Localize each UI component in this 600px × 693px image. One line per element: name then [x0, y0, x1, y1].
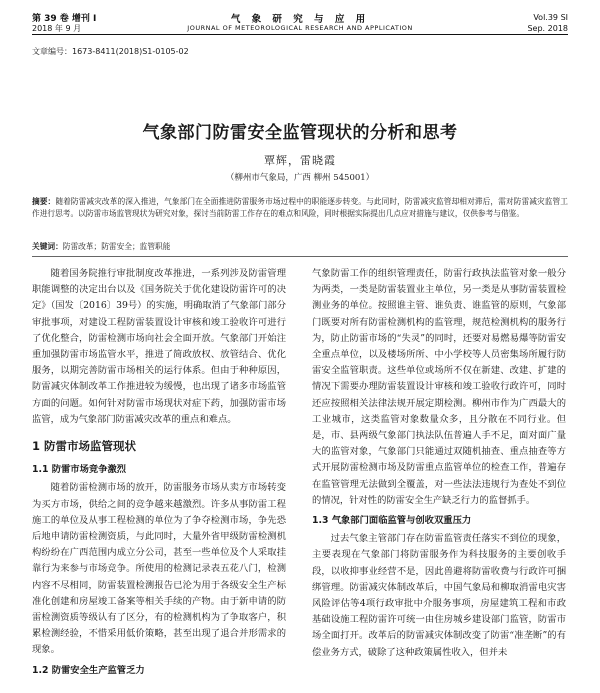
- abstract-text: 随着防雷减灾改革的深入推进，气象部门在全面推进防雷服务市场过程中的职能逐步转变。与此同时，防雷减灾监管却相对滞后，需对防雷减灾监管工作进行思考。以防雷市场监管现状为研究对象，探讨当前防雷工作存在的难点和风险，同时根据实际提出几点应对措施与建议，仅供参考与借鉴。: [32, 197, 568, 219]
- section-1-1-heading: 1.1 防雷市场竞争激烈: [32, 464, 127, 476]
- section-1-1-paragraph: 随着防雷检测市场的放开，防雷服务市场从卖方市场转变为买方市场，供给之间的竞争越来越激烈。许多从事防雷工程施工的单位及从事工程检测的单位为了争夺检测市场，争先恐后地申请防雷检测资质，与此同时，大量外省甲级防雷检测机构纷纷在广西范围内成立分公司，甚至一些单位及个人采取挂靠行为来参与市场竞争。所使用的检测记录表五花八门，检测内容不尽相同，防雷装置检测报告已沦为用于各级安全生产标准化创建和房屋竣工备案等相关手续的产物。由于新申请的防雷检测资质等级认有了区分，有的检测机构为了争取客户，积累检测经验，不惜采用低价策略，甚至出现了退合并形需求的现象。: [32, 482, 286, 656]
- article-affiliation: （柳州市气象局，广西 柳州 545001）: [225, 173, 375, 183]
- abstract-label: 摘要：: [32, 197, 56, 206]
- section-1-2-heading: 1.2 防雷安全生产监管乏力: [32, 664, 145, 676]
- section-1-3-paragraph: 过去气象主管部门存在防雷监管责任落实不到位的现象，主要表现在气象部门将防雷服务作为科技服务的主要创收手段，以收抑事业经营不是，因此兽避将防雷收费与行政许可捆绑管理。防雷减灾体制改革后，中国气象局和柳取消雷电灾害风险评估等4项行政审批中介服务事项，房屋建筑工程和市政基础设施工程防雷许可统一由住房城乡建设部门监管，防雷市场全面打开。改革后的防雷减灾体制改变了防雷“准垄断”的有偿业务方式，破除了这种政策属性收入，但并未: [312, 533, 566, 658]
- header-rule: [32, 34, 568, 35]
- section-1-heading: 1 防雷市场监管现状: [32, 439, 137, 454]
- journal-date-cn: 2018 年 9 月: [32, 24, 82, 33]
- journal-volume-en: Vol.39 SI: [533, 13, 568, 22]
- body-column-left: [32, 266, 286, 681]
- journal-volume-issue: 第 39 卷 增刊 I: [32, 14, 97, 24]
- journal-date-en: Sep. 2018: [527, 24, 568, 33]
- section-1-3-heading: 1.3 气象部门面临监管与创收双重压力: [312, 515, 472, 527]
- article-authors: 覃辉，雷晓霞: [264, 154, 336, 167]
- journal-name-en: JOURNAL OF METEOROLOGICAL RESEARCH AND APPLICATION: [187, 24, 413, 32]
- section-1-2-paragraph: 气象防雷工作的组织管理责任，防雷行政执法监管对象一般分为两类，一类是防雷装置业主单位，另一类是从事防雷装置检测业务的单位。按照谁主管、谁负责、谁监管的原则，气象部门既要对所有防雷检测机构的监管理，规范检测机构的服务行为，防止防雷市场的“失灵”的同时，还要对易燃易爆等防雷安全重点单位，以及楼场所所、中小学校等人员密集场所履行防雷安全监管职责。这些单位或场所不仅在新建、改建、扩建的情况下需要办理防雷装置设计审核和竣工验收行政许可，同时还应按照相关法律法规开展定期检测。柳州市作为广西最大的工业城市，这类监管对象数量众多，且分散在不同行业。但是，市、县两级气象部门执法队伍普遍人手不足，面对面广量大的监管对象，气象部门只能通过双随机抽查、重点抽查等方式开展防雷检测市场及防雷重点监管单位的检查工作，普遍存在监管管理无法做到全覆盖，对一些法法违规行为查处不到位的情况，针对性的防雷安全生产缺乏行力的监督抓手。: [312, 268, 566, 506]
- keywords-label: 关键词：: [32, 242, 63, 251]
- body-column-right: [312, 266, 566, 661]
- article-title: 气象部门防雷安全监管现状的分析和思考: [142, 123, 458, 143]
- abstract-rule: [32, 256, 568, 257]
- journal-name-cn: 气 象 研 究 与 应 用: [230, 14, 370, 25]
- abstract: [32, 196, 568, 220]
- keywords-text: 防雷改革；防雷安全；监管职能: [62, 242, 171, 251]
- intro-paragraph: 随着国务院推行审批制度改革推进，一系列涉及防雷管理职能调整的决定出台以及《国务院关于优化建设防雷许可的决定》（国发〔2016〕39号）的实施，明确取消了气象部门部分审批事项，对建设工程防雷装置设计审核和竣工验收许可进行了优化整合，防雷检测市场向社会全面开放。气象部门开始注重加强防雷市场监管水平，推进了简政放权、放管结合、优化服务，以期完善防雷市场相关的运行体系。但由于种种原因，防雷减灾体制改革工作推进较为缓慢，也出现了诸多市场监管方面的问题。如何针对防雷市场现状对症下药，加强防雷市场监管，成为气象部门防雷减灾改革的重点和难点。: [32, 268, 286, 425]
- document-id: 文章编号：1673-8411(2018)S1-0105-02: [32, 47, 189, 56]
- keywords: [32, 241, 568, 252]
